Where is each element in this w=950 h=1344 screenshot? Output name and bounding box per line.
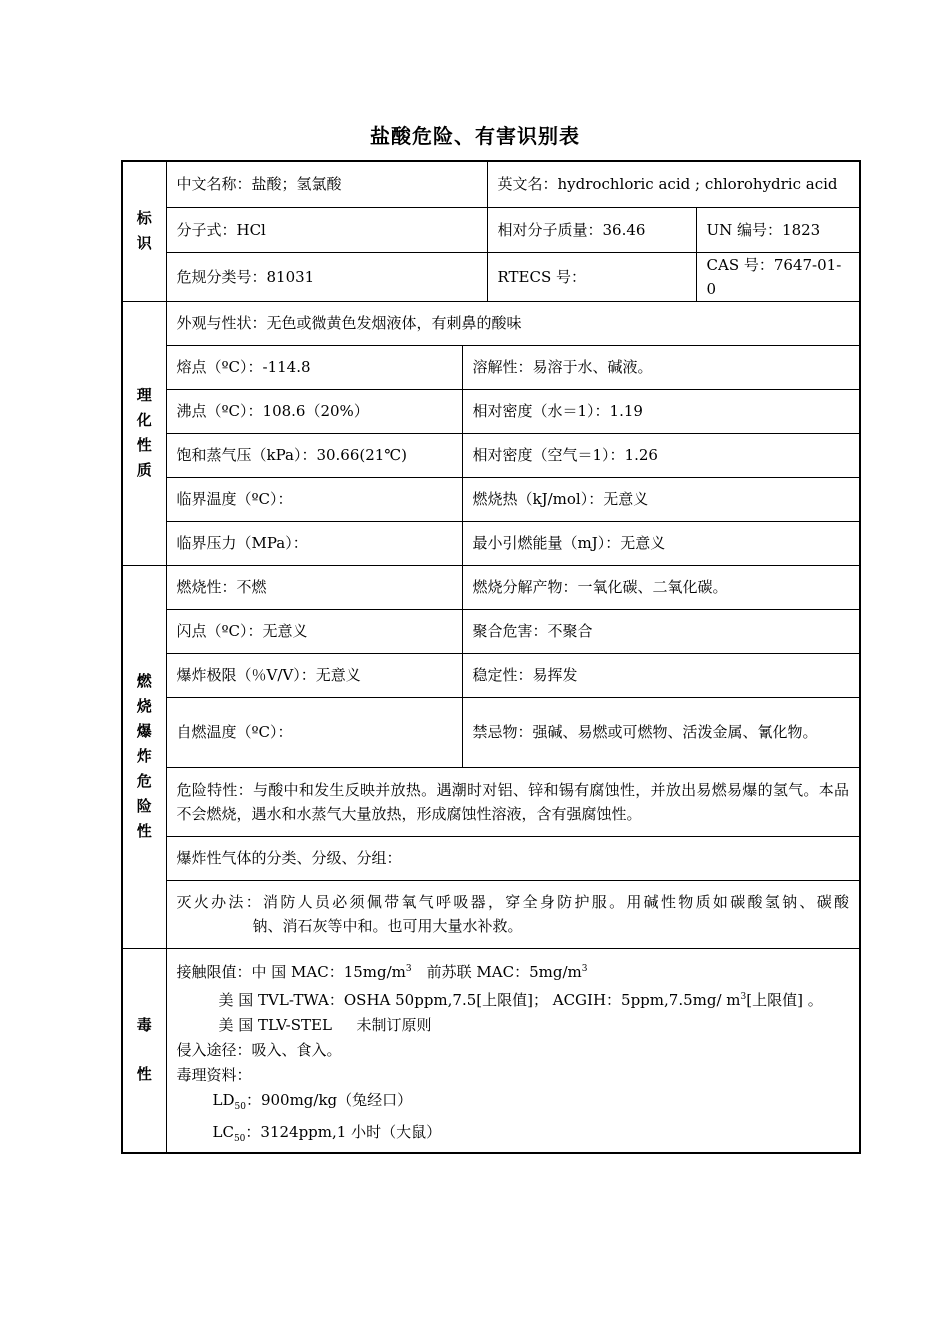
boiling-point-cell: 沸点（ºC）：108.6（20%） [166,389,462,433]
table-row [122,697,860,767]
solubility-cell: 溶解性：易溶于水、碱液。 [462,345,860,389]
gas-classification-cell: 爆炸性气体的分类、分级、分组： [166,836,860,880]
decomposition-cell: 燃烧分解产物：一氧化碳、二氧化碳。 [462,565,860,609]
section-label-fire: 燃烧爆炸危险性 [122,565,166,948]
toxicity-cell [166,948,860,1153]
cas-cell: CAS 号：7647-01-0 [696,252,860,301]
hazard-characteristics-cell: 危险特性：与酸中和发生反映并放热。遇潮时对铝、锌和锡有腐蚀性，并放出易燃易爆的氢气。本品不会燃烧，遇水和水蒸气大量放热，形成腐蚀性溶液，含有强腐蚀性。 [166,767,860,836]
table-row [122,880,860,948]
table-row [122,948,860,1153]
table-row [122,565,860,609]
mac-line: 接触限值：中 国 MAC：$15mg/m^3$ 前苏联 MAC：$5mg/m^3$ [176,962,588,981]
explosion-limit-cell: 爆炸极限（％V/V）：无意义 [166,653,462,697]
un-number-cell: UN 编号：1823 [696,207,860,252]
table-row [122,767,860,836]
melting-point-cell: 熔点（ºC）：-114.8 [166,345,462,389]
exposure-route-line: 侵入途径：吸入、食入。 [176,1040,342,1059]
extinguish-line-2: 钠、消石灰等中和。也可用大量水补救。 [252,917,523,935]
table-row [122,389,860,433]
appearance-cell: 外观与性状：无色或微黄色发烟液体，有刺鼻的酸味 [166,301,860,345]
flash-point-cell: 闪点（ºC）：无意义 [166,609,462,653]
table-row [122,653,860,697]
tvl-twa-line: 美 国 TVL-TWA：OSHA 50ppm,7.5[上限值]； ACGIH：5ppm,7.5mg/ $m^3$[上限值] 。 [218,990,823,1009]
tox-data-line: 毒理资料： [176,1065,252,1084]
critical-pressure-cell: 临界压力（MPa）： [166,521,462,565]
combustion-heat-cell: 燃烧热（kJ/mol）：无意义 [462,477,860,521]
extinguishing-cell [166,880,860,948]
table-row [122,836,860,880]
ld50-line: $LD_{50}$：900mg/kg（兔经口） [212,1090,413,1112]
section-label-physchem: 理化性质 [122,301,166,565]
table-row [122,161,860,207]
mol-weight-cell: 相对分子质量：36.46 [487,207,696,252]
section-label-identity: 标识 [122,161,166,301]
en-name-cell: 英文名：hydrochloric acid ; chlorohydric acid [487,161,860,207]
flammability-cell: 燃烧性：不燃 [166,565,462,609]
autoignition-cell: 自燃温度（ºC）： [166,697,462,767]
table-row [122,433,860,477]
density-air-cell: 相对密度（空气＝1）：1.26 [462,433,860,477]
hazard-identification-table [121,160,861,1154]
hazard-class-cell: 危规分类号：81031 [166,252,487,301]
critical-temp-cell: 临界温度（ºC）： [166,477,462,521]
table-row [122,521,860,565]
min-ignition-cell: 最小引燃能量（mJ）：无意义 [462,521,860,565]
table-row [122,207,860,252]
table-row [122,477,860,521]
polymerization-cell: 聚合危害：不聚合 [462,609,860,653]
table-row [122,252,860,301]
formula-cell: 分子式：HCl [166,207,487,252]
table-row [122,345,860,389]
tlv-stel-line: 美 国 TLV-STEL 未制订原则 [218,1015,432,1034]
extinguish-line-1: 灭火办法：消防人员必须佩带氧气呼吸器，穿全身防护服。用碱性物质如碳酸氢钠、碳酸 [176,893,850,911]
table-row [122,301,860,345]
table-row [122,609,860,653]
rtecs-cell: RTECS 号： [487,252,696,301]
cn-name-cell: 中文名称：盐酸；氢氯酸 [166,161,487,207]
stability-cell: 稳定性：易挥发 [462,653,860,697]
vapor-pressure-cell: 饱和蒸气压（kPa）：30.66(21℃) [166,433,462,477]
density-water-cell: 相对密度（水＝1）：1.19 [462,389,860,433]
incompatible-cell: 禁忌物：强碱、易燃或可燃物、活泼金属、氰化物。 [462,697,860,767]
lc50-line: $LC_{50}$：3124ppm,1 小时（大鼠） [212,1122,442,1144]
section-label-toxicity: 毒 性 [122,948,166,1153]
page-title: 盐酸危险、有害识别表 [370,124,580,148]
